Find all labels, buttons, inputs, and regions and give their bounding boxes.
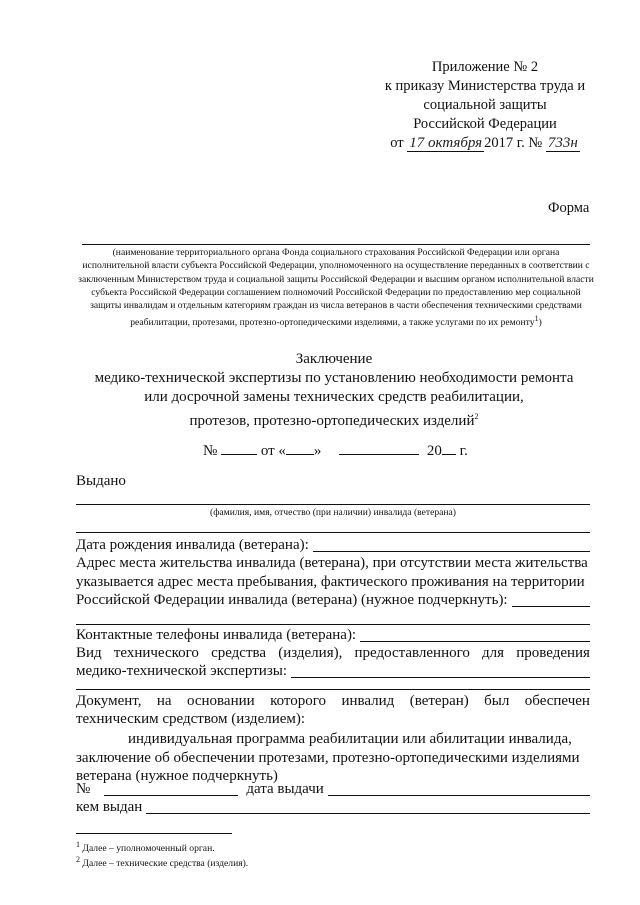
appendix-line2: к приказу Министерства труда и <box>384 78 586 94</box>
footnote-1 <box>76 840 215 854</box>
tool-word-2: технического <box>113 645 199 661</box>
year-suffix: г. <box>459 443 468 459</box>
appendix-header <box>370 58 600 153</box>
title-line2: медико-технической экспертизы по установлению необходимости ремонта <box>94 370 574 386</box>
title-line1: Заключение <box>295 351 373 367</box>
org-note <box>78 246 594 330</box>
issued-by-field[interactable] <box>146 798 590 814</box>
appendix-line4: Российской Федерации <box>413 116 557 132</box>
year-field[interactable] <box>442 440 456 455</box>
address-row <box>76 591 590 610</box>
tool-word-1: Вид <box>76 645 102 661</box>
doc-word-6: (ветеран) <box>409 693 469 709</box>
doc-word-5: инвалид <box>341 693 395 709</box>
date-prefix: от <box>390 135 404 151</box>
tool-word-7: проведения <box>516 645 590 661</box>
address-line1: Адрес места жительства инвалида (ветерана), при отсутствии места жительства <box>76 555 588 571</box>
day-field[interactable] <box>286 440 314 455</box>
birth-field[interactable] <box>313 536 590 552</box>
number-date-line <box>203 440 468 460</box>
doc-word-8: обеспечен <box>524 693 590 709</box>
footnote-2 <box>76 855 248 869</box>
ipr-text <box>76 730 590 786</box>
footnote-1-text: Далее – уполномоченный орган. <box>82 843 215 855</box>
phones-row <box>76 626 590 645</box>
birth-label: Дата рождения инвалида (ветерана): <box>76 537 309 553</box>
address-line2: указывается адрес места пребывания, фактического проживания на территории <box>76 573 585 590</box>
doc-number-field[interactable] <box>104 780 238 796</box>
form-label: Форма <box>548 200 590 216</box>
appendix-line3: социальной защиты <box>423 97 547 113</box>
tool-row2 <box>76 662 590 681</box>
doc-word-1: Документ, <box>76 693 142 709</box>
issued-label: Выдано <box>76 473 126 489</box>
from-label: от « <box>260 443 286 459</box>
issue-date-field[interactable] <box>328 780 590 796</box>
address-text <box>76 554 590 591</box>
issued-by-row <box>76 798 590 817</box>
handwritten-number: 733н <box>547 135 578 151</box>
birth-row <box>76 536 590 555</box>
org-note-text: (наименование территориального органа Фонда социального страхования Российской Федерации или органа исполнительной власти субъекта Российской Федерации, уполномоченного на осуществление переданных в соответствии с заключенным Министерством труда и социальной защиты Российской Федерации и высшим органом исполнительной власти субъекта Российской Федерации соглашением полномочий Российской Федерации по предоставлению мер социальной защиты инвалидам и отдельным категориям граждан из числа ветеранов в части обеспечения техническими средствами реабилитации, протезами, протезно-ортопедическими изделиями, а также услугами по их ремонту <box>78 247 594 329</box>
appendix-date-line <box>370 134 600 153</box>
tool-line-extra[interactable] <box>76 689 590 690</box>
issue-date-label: дата выдачи <box>246 781 324 797</box>
phones-field[interactable] <box>360 626 590 642</box>
tool-field[interactable] <box>291 662 590 678</box>
title-sup: 2 <box>474 412 479 421</box>
footnote-divider <box>76 833 232 834</box>
tool-word-4: (изделия), <box>278 645 343 661</box>
month-field[interactable] <box>339 440 419 455</box>
tool-row1 <box>76 644 590 663</box>
issued-by-label: кем выдан <box>76 799 143 815</box>
number-label: № <box>203 443 218 459</box>
address-field[interactable] <box>512 591 590 607</box>
address-line-extra[interactable] <box>76 624 590 625</box>
appendix-title: Приложение № 2 <box>431 59 539 75</box>
fio-line[interactable] <box>76 504 590 505</box>
fio-note: (фамилия, имя, отчество (при наличии) инвалида (ветерана) <box>210 507 456 518</box>
quote-close: » <box>313 443 322 459</box>
tool-word-3: средства <box>211 645 267 661</box>
phones-label: Контактные телефоны инвалида (ветерана): <box>76 627 357 643</box>
title-line4: протезов, протезно-ортопедических изделий <box>189 413 475 429</box>
fio-line-2[interactable] <box>76 532 590 533</box>
ipr-line2: заключение об обеспечении протезами, протезно-ортопедическими изделиями <box>76 749 580 766</box>
tool-label: медико-технической экспертизы: <box>76 663 287 679</box>
date-year: 2017 г. № <box>484 135 543 151</box>
document-title <box>70 350 598 431</box>
year-prefix: 20 <box>426 443 442 459</box>
footnote-2-text: Далее – технические средства (изделия). <box>82 858 249 870</box>
tool-word-6: для <box>482 645 505 661</box>
footnote-2-marker: 2 <box>76 855 80 864</box>
doc-row2: техническим средством (изделием): <box>76 711 306 727</box>
doc-word-3: основании <box>186 693 255 709</box>
ipr-line1: индивидуальная программа реабилитации или абилитации инвалида, <box>128 731 572 747</box>
org-note-end: ) <box>538 317 542 329</box>
footnote-1-marker: 1 <box>76 840 80 849</box>
doc-number-label: № <box>76 781 91 797</box>
doc-row1 <box>76 692 590 711</box>
ipr-line3: ветерана (нужное подчеркнуть) <box>76 768 278 784</box>
doc-word-7: был <box>484 693 510 709</box>
address-line3: Российской Федерации инвалида (ветерана) (нужное подчеркнуть): <box>76 592 508 608</box>
handwritten-date: 17 октября <box>409 135 483 151</box>
org-note-sup: 1 <box>534 314 539 324</box>
doc-number-row <box>76 780 590 799</box>
tool-word-5: предоставленного <box>354 645 470 661</box>
doc-word-2: на <box>156 693 172 709</box>
number-field[interactable] <box>221 440 257 455</box>
doc-word-4: которого <box>270 693 327 709</box>
org-name-line[interactable] <box>82 244 590 245</box>
title-line3: или досрочной замены технических средств реабилитации, <box>144 389 524 405</box>
